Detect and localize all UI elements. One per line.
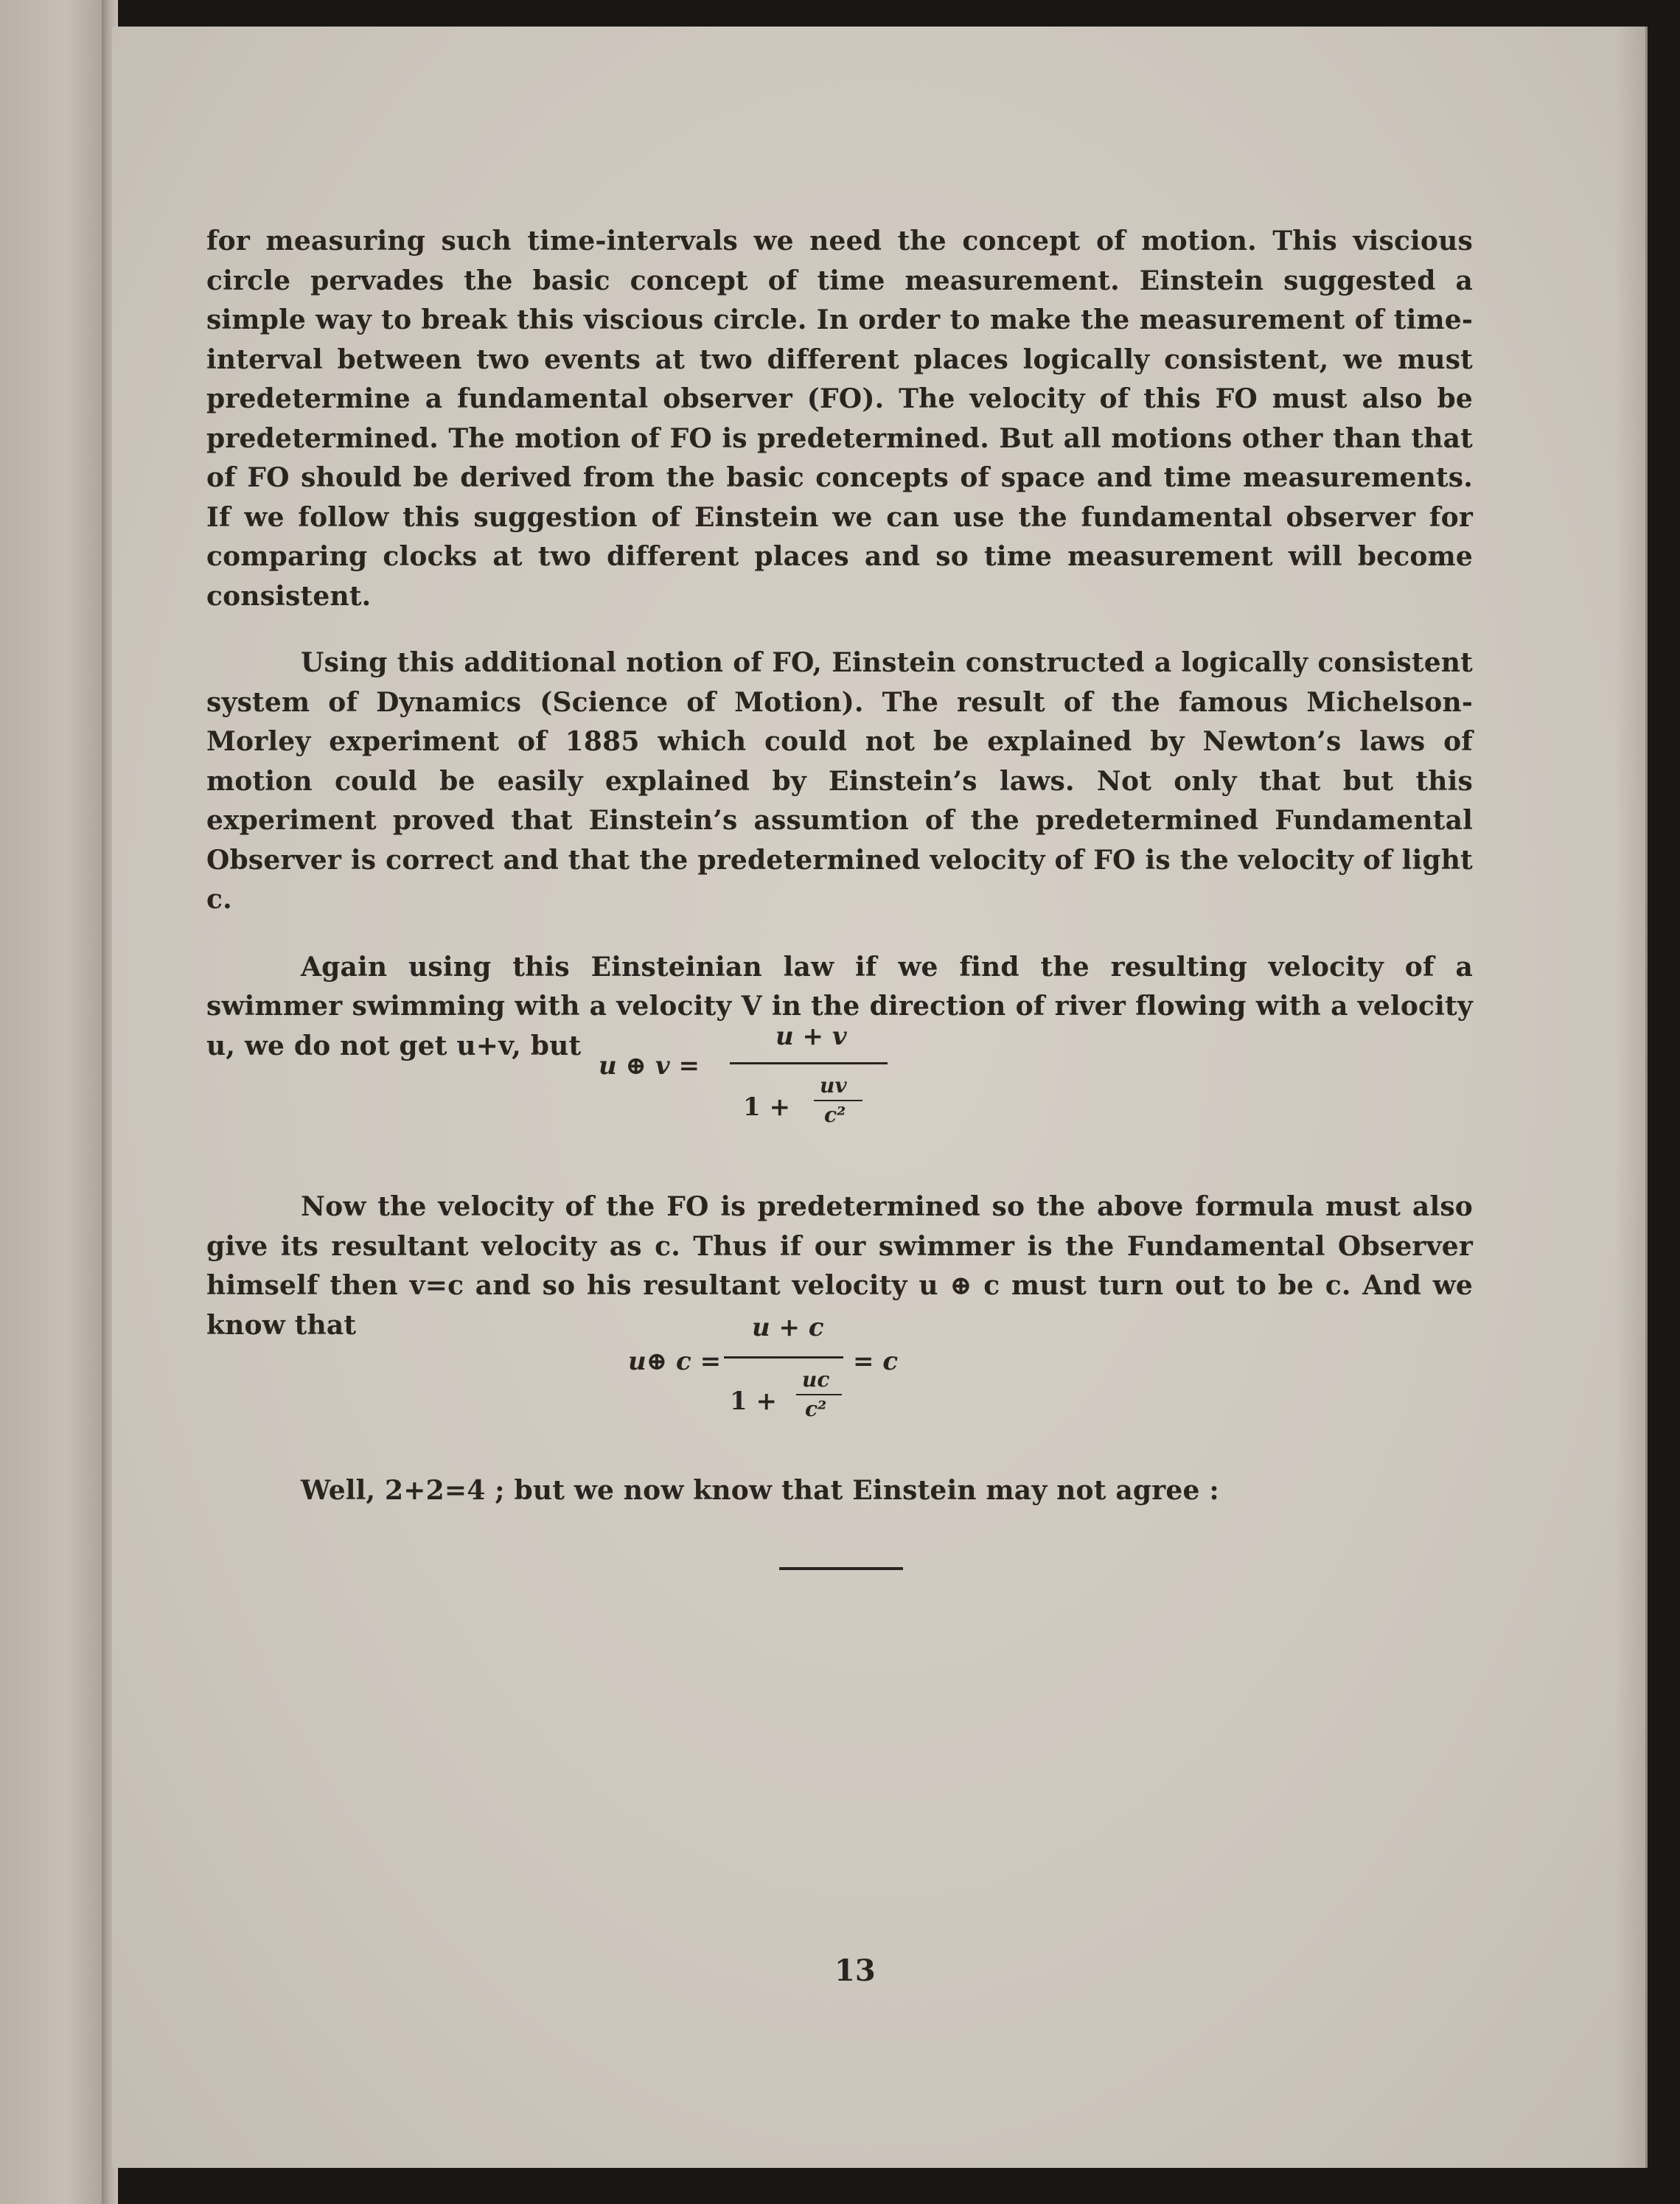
page	[112, 27, 1648, 2168]
formula-2-sub-denominator: c²	[805, 1397, 827, 1421]
paragraph-5: Well, 2+2=4 ; but we now know that Einstein may not agree :	[301, 1475, 1219, 1506]
page-number: 13	[834, 1953, 876, 1988]
formula-1-denominator: 1 +	[743, 1092, 790, 1122]
formula-2-fraction-bar	[724, 1356, 843, 1359]
formula-2-denominator: 1 +	[730, 1387, 777, 1416]
formula-light-speed-addition	[628, 1313, 1070, 1423]
formula-1-numerator: u + v	[775, 1022, 847, 1051]
formula-2-sub-numerator: uc	[802, 1367, 830, 1392]
formula-relativistic-addition	[599, 1022, 1041, 1125]
formula-1-sub-numerator: uv	[820, 1073, 847, 1098]
paragraph-3: Again using this Einsteinian law if we find the resulting velocity of a swimmer swimming with a velocity V in the direction of river flowing with a velocity u, we do not get u+v, but	[206, 951, 1473, 1061]
paragraph-4: Now the velocity of the FO is predetermined so the above formula must also give its resultant velocity as c. Thus if our swimmer is the Fundamental Observer himself then v=c and so his resultant velocity u ⊕ c must turn out to be c. And we know that	[206, 1191, 1473, 1341]
section-divider-rule	[779, 1567, 903, 1570]
formula-1-sub-denominator: c²	[824, 1103, 846, 1127]
formula-1-sub-fraction-bar	[814, 1100, 862, 1101]
left-page-edge	[0, 0, 111, 2204]
formula-2-sub-fraction-bar	[796, 1394, 842, 1395]
formula-1-fraction-bar	[730, 1062, 888, 1064]
paragraph-1: for measuring such time-intervals we need the concept of motion. This viscious circle pervades the basic concept of time measurement. Einstein suggested a simple way to break this viscious circle. In order to make the measurement of time-interval between two events at two different places logically consistent, we must predetermine a fundamental observer (FO). The velocity of this FO must also be predetermined. The motion of FO is predetermined. But all motions other than that of FO should be derived from the basic concepts of space and time measurements. If we follow this suggestion of Einstein we can use the fundamental observer for comparing clocks at two different places and so time measurement will become consistent.	[206, 226, 1473, 612]
body-text-closing	[206, 1471, 1473, 1511]
paragraph-2: Using this additional notion of FO, Einstein constructed a logically consistent system of Dynamics (Science of Motion). The result of the famous Michelson-Morley experiment of 1885 which could not be explained by Newton’s laws of motion could be easily explained by Einstein’s laws. Not only that but this experiment proved that Einstein’s assumtion of the predetermined Fundamental Observer is correct and that the predetermined velocity of FO is the velocity of light c.	[206, 647, 1473, 915]
body-text	[206, 222, 1473, 1066]
formula-2-rhs: = c	[853, 1347, 899, 1376]
formula-1-lhs: u ⊕ v =	[599, 1051, 700, 1081]
formula-2-numerator: u + c	[752, 1313, 824, 1342]
page-edge-shadow	[1616, 27, 1645, 2168]
formula-2-lhs: u⊕ c =	[628, 1347, 722, 1376]
